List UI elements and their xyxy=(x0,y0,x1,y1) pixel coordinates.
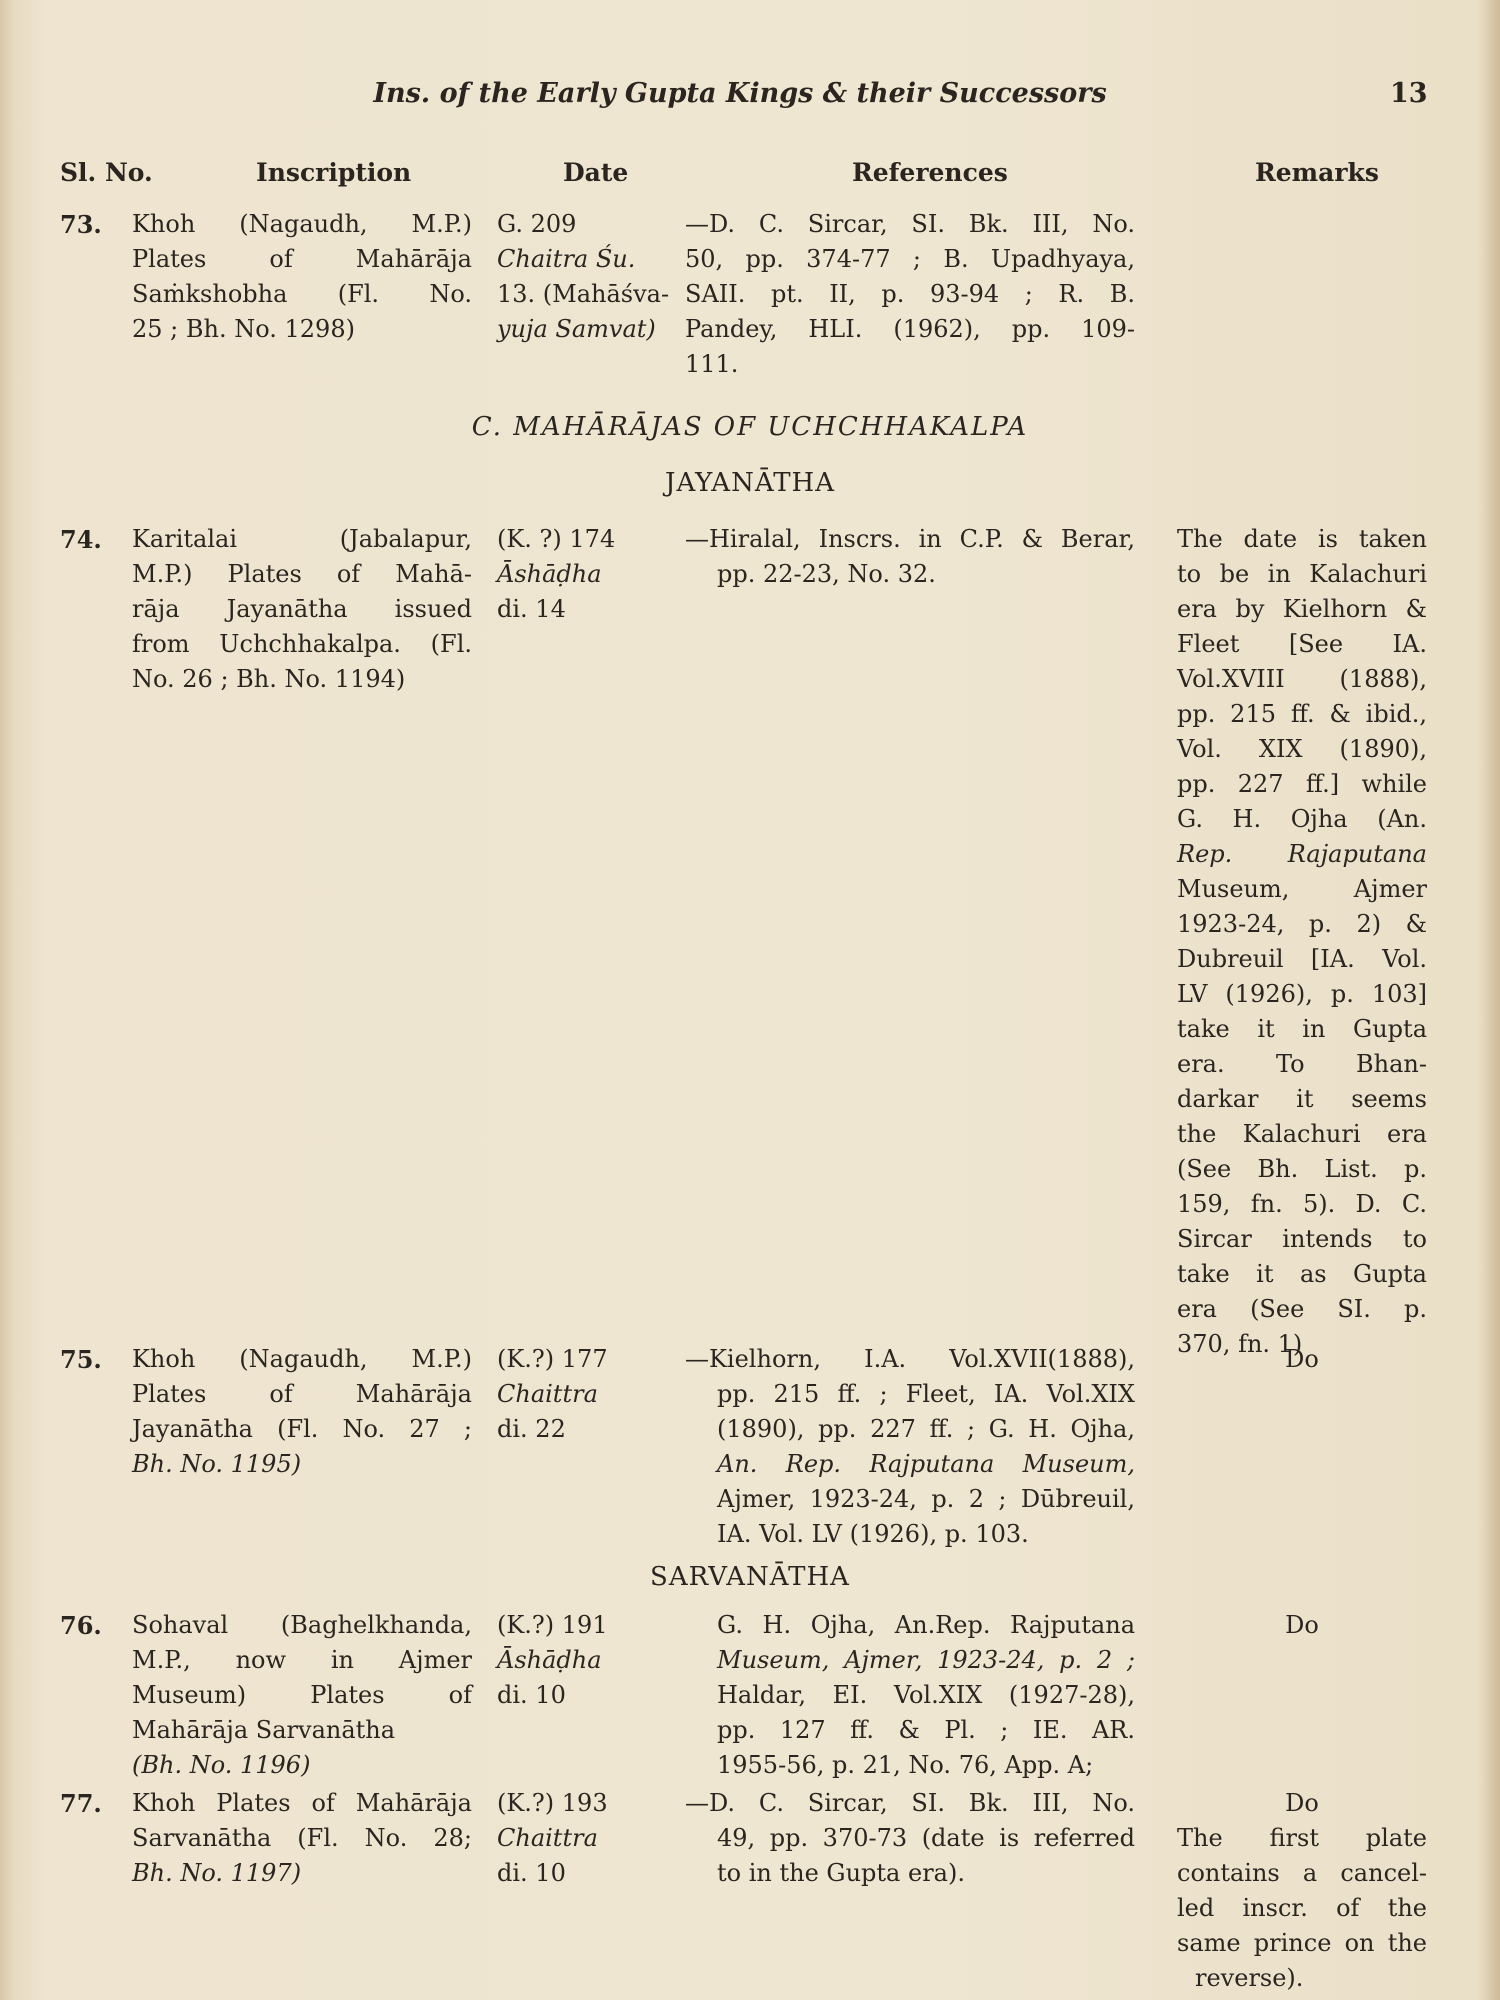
text-line: the Kalachuri era xyxy=(1177,1120,1427,1148)
entry-references xyxy=(685,1608,1135,1783)
text-line: 1955-56, p. 21, No. 76, App. A; xyxy=(717,1751,1094,1779)
text-line: Chaittra xyxy=(497,1380,598,1408)
entry-inscription xyxy=(132,522,472,697)
text-line: pp. 215 ff. ; Fleet, IA. Vol.XIX xyxy=(717,1380,1135,1408)
entry-date xyxy=(497,1786,687,1891)
text-line: Khoh (Nagaudh, M.P.) xyxy=(132,210,472,238)
text-line: (See Bh. List. p. xyxy=(1177,1155,1427,1183)
text-line: same prince on the xyxy=(1177,1929,1427,1957)
text-line: pp. 215 ff. & ibid., xyxy=(1177,700,1427,728)
text-line: pp. 22-23, No. 32. xyxy=(717,560,936,588)
entry-references xyxy=(685,207,1135,382)
text-line: —D. C. Sircar, SI. Bk. III, No. xyxy=(685,1789,1135,1817)
text-line: (K. ?) 174 xyxy=(497,525,616,553)
text-line: Haldar, EI. Vol.XIX (1927-28), xyxy=(717,1681,1135,1709)
text-line: 50, pp. 374-77 ; B. Upadhyaya, xyxy=(685,245,1135,273)
entry-number: 77. xyxy=(60,1789,102,1818)
text-line: Rep. Rajaputana xyxy=(1177,840,1427,868)
text-line: 1923-24, p. 2) & xyxy=(1177,910,1427,938)
text-line: Āshāḍha xyxy=(497,1646,602,1674)
entry-references xyxy=(685,1786,1135,1891)
entry-remarks xyxy=(1177,522,1427,1362)
text-line: led inscr. of the xyxy=(1177,1894,1427,1922)
text-line: SAII. pt. II, p. 93-94 ; R. B. xyxy=(685,280,1135,308)
text-line: Museum, Ajmer, 1923-24, p. 2 ; xyxy=(717,1646,1135,1674)
page-number: 13 xyxy=(1390,78,1428,109)
entry-inscription xyxy=(132,1786,472,1891)
text-line: di. 14 xyxy=(497,595,566,623)
text-line: Bh. No. 1197) xyxy=(132,1859,302,1887)
entry-remarks xyxy=(1177,1608,1427,1643)
text-line: An. Rep. Rajputana Museum, xyxy=(717,1450,1135,1478)
text-line: 370, fn. 1) xyxy=(1177,1330,1303,1358)
text-line: darkar it seems xyxy=(1177,1085,1427,1113)
entry-date xyxy=(497,522,687,627)
text-line: Chaittra xyxy=(497,1824,598,1852)
text-line: 13. (Mahāśva- xyxy=(497,280,670,308)
text-line: Museum) Plates of xyxy=(132,1681,472,1709)
subsection-heading-jayanatha: JAYANĀTHA xyxy=(665,468,835,498)
text-line: rāja Jayanātha issued xyxy=(132,595,472,623)
text-line: —Hiralal, Inscrs. in C.P. & Berar, xyxy=(685,525,1135,553)
text-line: (1890), pp. 227 ff. ; G. H. Ojha, xyxy=(717,1415,1135,1443)
text-line: pp. 227 ff.] while xyxy=(1177,770,1427,798)
text-line: contains a cancel- xyxy=(1177,1859,1427,1887)
text-line: M.P., now in Ajmer xyxy=(132,1646,472,1674)
column-header-date: Date xyxy=(563,158,629,187)
text-line: (K.?) 177 xyxy=(497,1345,608,1373)
text-line: Plates of Mahārāja xyxy=(132,1380,472,1408)
text-line: take it in Gupta xyxy=(1177,1015,1427,1043)
text-line: (K.?) 191 xyxy=(497,1611,608,1639)
page-edge-left xyxy=(0,0,16,2000)
text-line: LV (1926), p. 103] xyxy=(1177,980,1427,1008)
entry-number: 74. xyxy=(60,525,102,554)
text-line: —D. C. Sircar, SI. Bk. III, No. xyxy=(685,210,1135,238)
text-line: Bh. No. 1195) xyxy=(132,1450,302,1478)
text-line: Pandey, HLI. (1962), pp. 109- xyxy=(685,315,1135,343)
text-line: —Kielhorn, I.A. Vol.XVII(1888), xyxy=(685,1345,1135,1373)
text-line: Saṁkshobha (Fl. No. xyxy=(132,280,472,308)
text-line: pp. 127 ff. & Pl. ; IE. AR. xyxy=(717,1716,1135,1744)
text-line: Do xyxy=(1285,1611,1319,1639)
entry-date xyxy=(497,1342,687,1447)
text-line: reverse). xyxy=(1195,1964,1304,1992)
text-line: Chaitra Śu. xyxy=(497,245,636,273)
text-line: Plates of Mahārāja xyxy=(132,245,472,273)
text-line: 25 ; Bh. No. 1298) xyxy=(132,315,355,343)
entry-references xyxy=(685,1342,1135,1552)
entry-inscription xyxy=(132,207,472,347)
text-line: to in the Gupta era). xyxy=(717,1859,965,1887)
text-line: Karitalai (Jabalapur, xyxy=(132,525,472,553)
text-line: Dubreuil [IA. Vol. xyxy=(1177,945,1427,973)
text-line: Sircar intends to xyxy=(1177,1225,1427,1253)
text-line: di. 10 xyxy=(497,1681,566,1709)
text-line: The first plate xyxy=(1177,1824,1427,1852)
text-line: Museum, Ajmer xyxy=(1177,875,1427,903)
text-line: M.P.) Plates of Mahā- xyxy=(132,560,472,588)
entry-number: 75. xyxy=(60,1345,102,1374)
text-line: The date is taken xyxy=(1177,525,1427,553)
entry-inscription xyxy=(132,1342,472,1482)
entry-number: 76. xyxy=(60,1611,102,1640)
column-header-sl-no: Sl. No. xyxy=(60,158,153,187)
text-line: Do xyxy=(1285,1345,1319,1373)
entry-number: 73. xyxy=(60,210,102,239)
entry-remarks xyxy=(1177,1786,1427,1996)
text-line: Mahārāja Sarvanātha xyxy=(132,1716,396,1744)
text-line: 111. xyxy=(685,350,739,378)
column-header-references: References xyxy=(852,158,1008,187)
text-line: yuja Samvat) xyxy=(497,315,656,343)
text-line: (K.?) 193 xyxy=(497,1789,608,1817)
text-line: Sohaval (Baghelkhanda, xyxy=(132,1611,472,1639)
text-line: No. 26 ; Bh. No. 1194) xyxy=(132,665,406,693)
section-heading-maharajas-of-uchchhakalpa: C. MAHĀRĀJAS OF UCHCHHAKALPA xyxy=(471,412,1029,442)
text-line: Khoh Plates of Mahārāja xyxy=(132,1789,472,1817)
entry-references xyxy=(685,522,1135,592)
text-line: di. 10 xyxy=(497,1859,566,1887)
running-header: Ins. of the Early Gupta Kings & their Successors xyxy=(373,78,1107,109)
text-line: Khoh (Nagaudh, M.P.) xyxy=(132,1345,472,1373)
entry-date xyxy=(497,1608,687,1713)
text-line: era. To Bhan- xyxy=(1177,1050,1427,1078)
text-line: 159, fn. 5). D. C. xyxy=(1177,1190,1427,1218)
text-line: Fleet [See IA. xyxy=(1177,630,1427,658)
text-line: Vol. XIX (1890), xyxy=(1177,735,1427,763)
text-line: Āshāḍha xyxy=(497,560,602,588)
text-line: Ajmer, 1923-24, p. 2 ; Dūbreuil, xyxy=(717,1485,1135,1513)
text-line: di. 22 xyxy=(497,1415,566,1443)
text-line: (Bh. No. 1196) xyxy=(132,1751,311,1779)
text-line: Vol.XVIII (1888), xyxy=(1177,665,1427,693)
entry-remarks xyxy=(1177,1342,1427,1377)
page-edge-right xyxy=(1478,0,1500,2000)
column-header-inscription: Inscription xyxy=(256,158,412,187)
text-line: take it as Gupta xyxy=(1177,1260,1427,1288)
text-line: to be in Kalachuri xyxy=(1177,560,1427,588)
text-line: Do xyxy=(1285,1789,1319,1817)
text-line: Jayanātha (Fl. No. 27 ; xyxy=(132,1415,472,1443)
entry-inscription xyxy=(132,1608,472,1783)
text-line: G. H. Ojha (An. xyxy=(1177,805,1427,833)
subsection-heading-sarvanatha: SARVANĀTHA xyxy=(650,1562,850,1592)
text-line: era (See SI. p. xyxy=(1177,1295,1427,1323)
text-line: G. H. Ojha, An.Rep. Rajputana xyxy=(717,1611,1135,1639)
text-line: Sarvanātha (Fl. No. 28; xyxy=(132,1824,472,1852)
entry-date xyxy=(497,207,687,347)
text-line: 49, pp. 370-73 (date is referred xyxy=(717,1824,1135,1852)
text-line: from Uchchhakalpa. (Fl. xyxy=(132,630,472,658)
column-header-remarks: Remarks xyxy=(1255,158,1379,187)
text-line: G. 209 xyxy=(497,210,577,238)
text-line: era by Kielhorn & xyxy=(1177,595,1427,623)
text-line: IA. Vol. LV (1926), p. 103. xyxy=(717,1520,1029,1548)
